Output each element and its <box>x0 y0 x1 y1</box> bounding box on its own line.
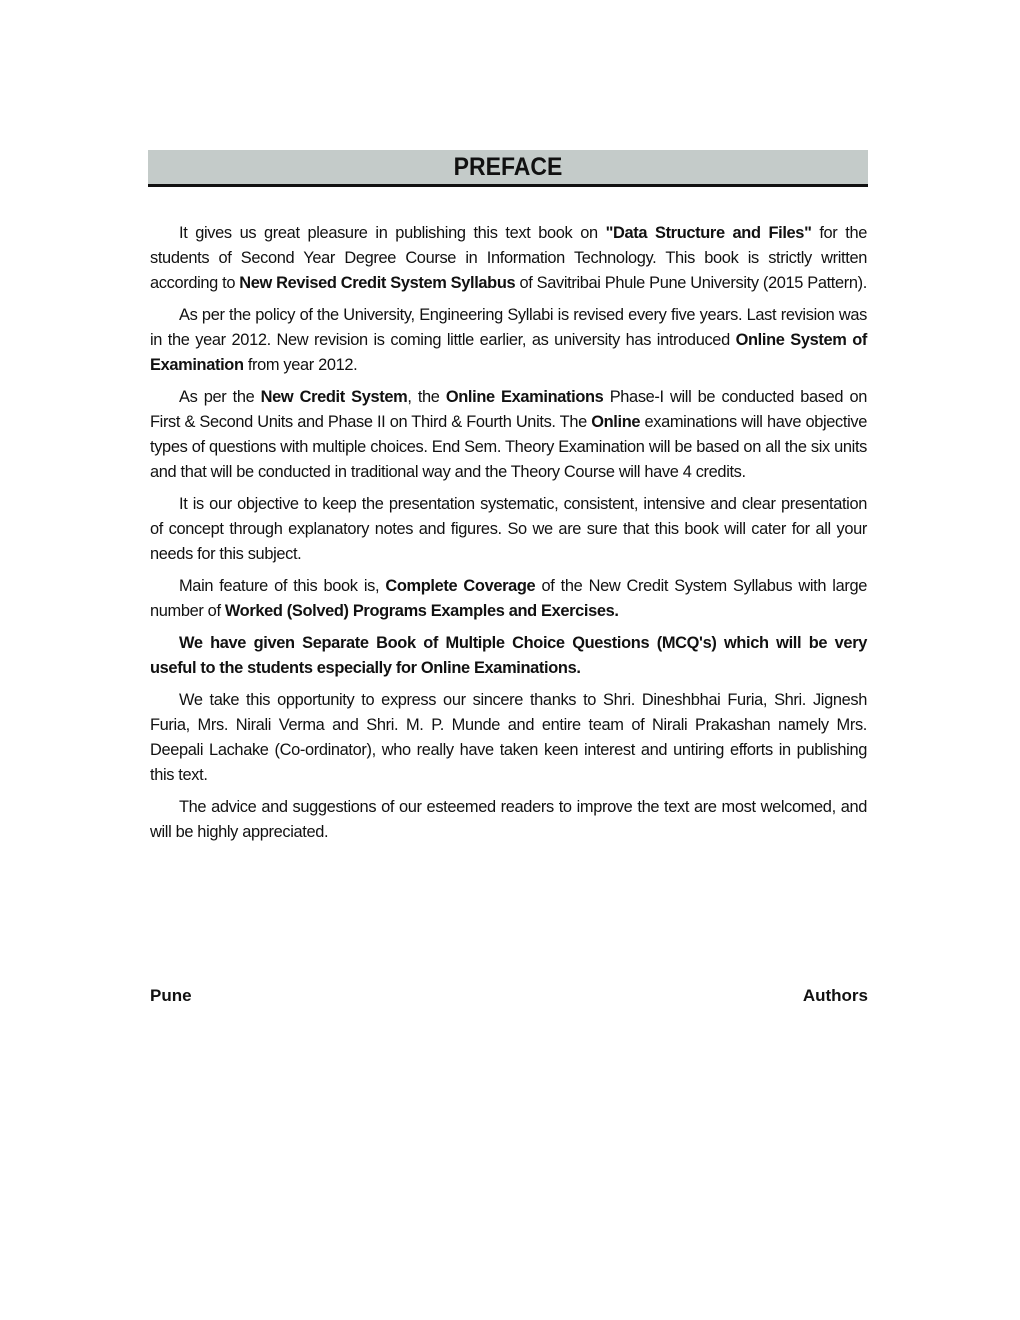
text: , the <box>407 388 446 406</box>
bold-text: New Revised Credit System Syllabus <box>239 274 516 292</box>
preface-paragraph <box>150 795 867 845</box>
preface-paragraph <box>150 688 867 788</box>
bold-text: Online <box>591 413 641 431</box>
text: As per the policy of the University, Engineering Syllabi is revised every five years. Last revision was in the year 2012. New revision is coming little earlier, as university has introduced <box>150 306 867 349</box>
text: It gives us great pleasure in publishing this text book on <box>179 224 606 242</box>
bold-text: Complete Coverage <box>385 577 536 595</box>
page-title: PREFACE <box>453 153 563 181</box>
text: The advice and suggestions of our esteemed readers to improve the text are most welcomed, and will be highly appreciated. <box>150 798 867 841</box>
preface-paragraph <box>150 631 867 681</box>
text: of the New Credit System Syllabus with large number of <box>150 577 867 620</box>
signature-authors: Authors <box>802 986 868 1005</box>
preface-paragraph <box>150 492 867 567</box>
text: Phase-I will be conducted based on First & Second Units and Phase II on Third & Fourth Units. The <box>150 388 867 431</box>
text: We take this opportunity to express our sincere thanks to Shri. Dineshbhai Furia, Shri. Jignesh Furia, Mrs. Nirali Verma and Shri. M. P. Munde and entire team of Nirali Prakashan namely Mrs. Deepali Lachake (Co-ordinator), who really have taken keen interest and untiring efforts in publishing this text. <box>150 691 867 784</box>
text: from year 2012. <box>243 356 358 374</box>
preface-paragraph <box>150 385 867 485</box>
bold-text: "Data Structure and Files" <box>605 224 812 242</box>
bold-text: Worked (Solved) Programs Examples and Exercises. <box>224 602 619 620</box>
text: examinations will have objective types of questions with multiple choices. End Sem. Theory Examination will be based on all the six units and that will be conducted in traditional way and the Theory Course will have 4 credits. <box>150 413 867 481</box>
text: It is our objective to keep the presentation systematic, consistent, intensive and clear presentation of concept through explanatory notes and figures. So we are sure that this book will cater for all your needs for this subject. <box>150 495 867 563</box>
preface-header-bar <box>148 150 868 187</box>
bold-text: New Credit System <box>260 388 408 406</box>
signature-place: Pune <box>150 986 192 1005</box>
preface-paragraph <box>150 221 867 296</box>
bold-text: We have given Separate Book of Multiple Choice Questions (MCQ's) which will be very useful to the students especially for Online Examinations. <box>150 634 867 677</box>
preface-paragraph <box>150 303 867 378</box>
text: As per the <box>179 388 261 406</box>
preface-body <box>150 221 867 852</box>
text: Main feature of this book is, <box>179 577 386 595</box>
bold-text: Online Examinations <box>445 388 604 406</box>
preface-paragraph <box>150 574 867 624</box>
bold-text: Online System of Examination <box>150 331 867 374</box>
text: for the students of Second Year Degree Course in Information Technology. This book is strictly written according to <box>150 224 867 292</box>
text: of Savitribai Phule Pune University (2015 Pattern). <box>515 274 867 292</box>
